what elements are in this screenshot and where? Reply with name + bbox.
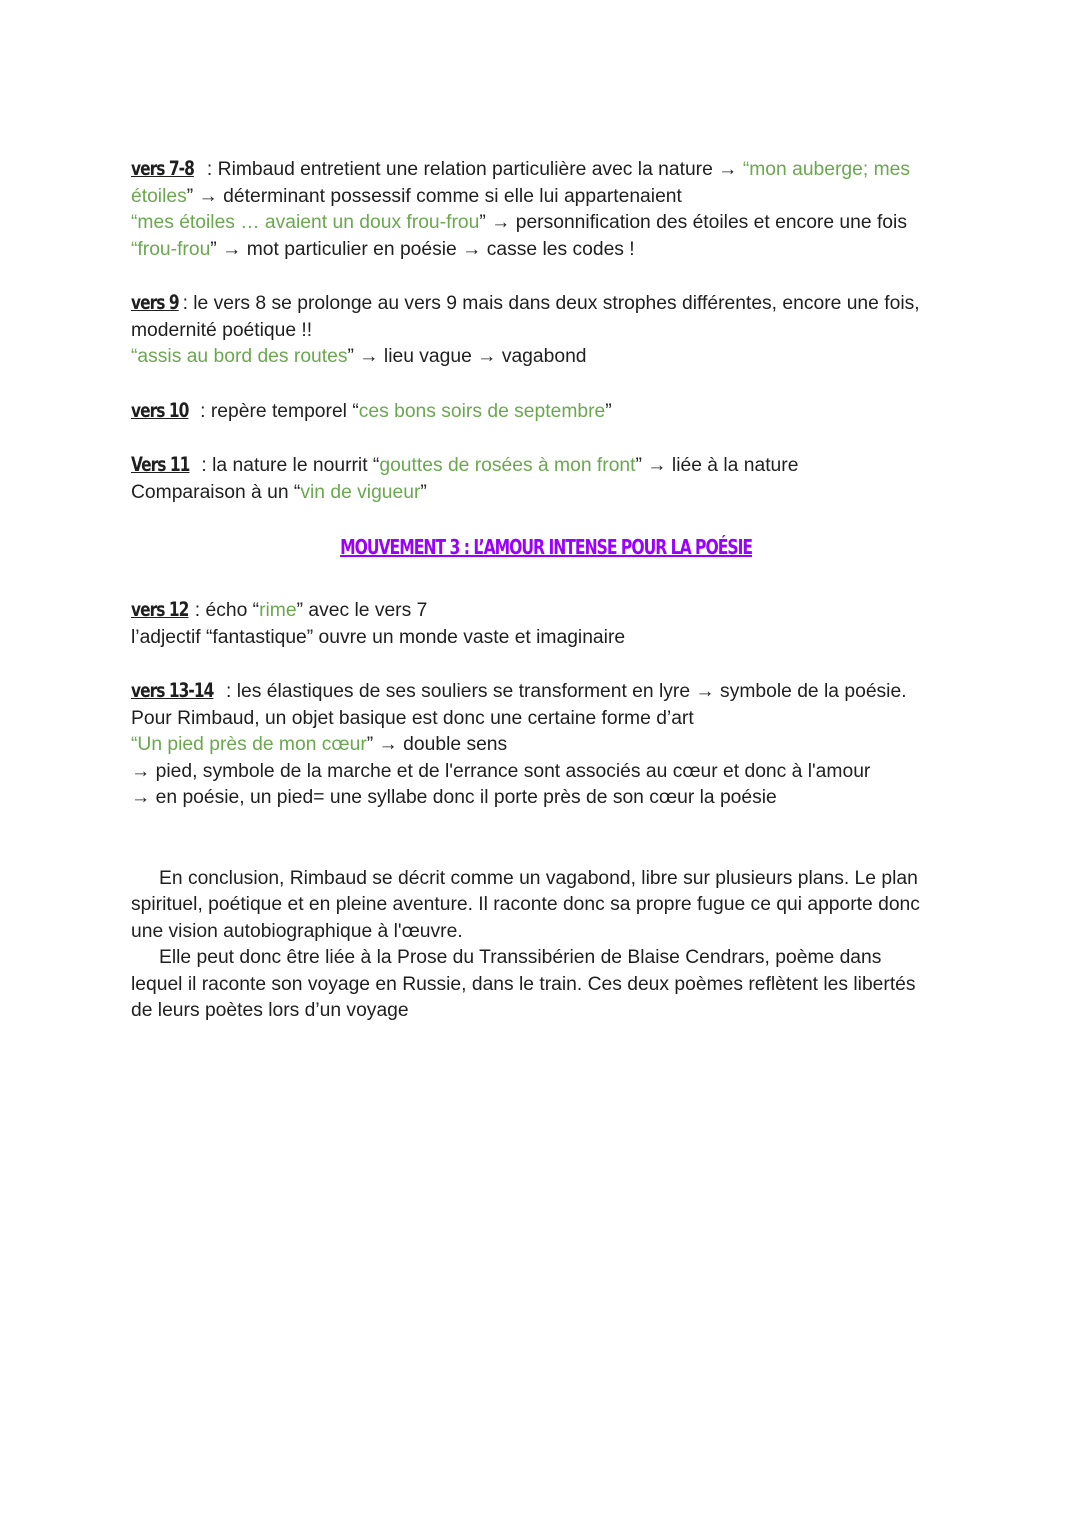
note-line (131, 706, 961, 733)
quote-text: étoiles (131, 185, 187, 207)
note-line (131, 678, 961, 706)
note-line (131, 156, 961, 184)
note-text: ” → personnification des étoiles et encore une fois (479, 212, 907, 233)
quote-text: rime (259, 600, 297, 621)
verse-note (131, 678, 961, 812)
note-text: modernité poétique !! (131, 319, 313, 341)
section-heading (131, 533, 961, 563)
note-text: : le vers 8 se prolonge au vers 9 mais dans deux strophes différentes, encore une fois, (182, 293, 920, 314)
conclusion-line: de leurs poètes lors d’un voyage (131, 1000, 409, 1021)
conclusion-line: En conclusion, Rimbaud se décrit comme un vagabond, libre sur plusieurs plans. Le plan (159, 867, 918, 889)
conclusion-line: spirituel, poétique et en pleine aventure. Il raconte donc sa propre fugue ce qui apporte donc (131, 894, 920, 915)
verse-note (131, 290, 961, 371)
conclusion-line: une vision autobiographique à l'œuvre. (131, 920, 463, 942)
note-line (131, 398, 961, 426)
note-line (131, 597, 961, 625)
note-text: ” → déterminant possessif comme si elle lui appartenaient (186, 185, 682, 207)
note-text: ” → liée à la nature (635, 455, 799, 476)
verse-note (131, 156, 961, 263)
verse-note (131, 398, 961, 426)
note-text: ” → lieu vague → vagabond (347, 346, 587, 367)
verse-label: Vers 11 (131, 453, 190, 476)
verse-label: vers 10 (131, 398, 189, 422)
quote-text: “Un pied près de mon cœur (131, 734, 367, 755)
note-line (131, 480, 961, 507)
note-text: ” → double sens (366, 734, 508, 755)
conclusion-line: lequel il raconte son voyage en Russie, dans le train. Ces deux poèmes reflètent les libertés (131, 973, 916, 995)
verse-note (131, 597, 961, 651)
note-text: Pour Rimbaud, un objet basique est donc une certaine forme d’art (131, 707, 694, 729)
section-movement-2 (131, 156, 961, 506)
note-text: : les élastiques de ses souliers se transforment en lyre → symbole de la poésie. (226, 681, 907, 702)
note-line (131, 759, 961, 786)
note-line (131, 184, 961, 211)
quote-text: “mes étoiles … avaient un doux frou-frou (131, 212, 480, 233)
note-text: : Rimbaud entretient une relation particulière avec la nature → (201, 159, 743, 180)
note-line (131, 318, 961, 345)
note-text: → pied, symbole de la marche et de l'errance sont associés au cœur et donc à l'amour (131, 760, 871, 782)
section-movement-3 (131, 597, 961, 812)
conclusion-paragraph (131, 945, 961, 1025)
note-line (131, 452, 961, 480)
verse-label: vers 7-8 (131, 157, 194, 180)
note-text: : écho “ (194, 600, 260, 621)
quote-text: ces bons soirs de septembre (358, 400, 606, 422)
note-line (131, 290, 961, 318)
note-text: : la nature le nourrit “ (196, 455, 380, 476)
note-text: ” (605, 400, 612, 422)
note-text: ” (420, 481, 427, 503)
quote-text: “mon auberge; mes (742, 159, 911, 180)
conclusion-line: Elle peut donc être liée à la Prose du Transsibérien de Blaise Cendrars, poème dans (159, 947, 882, 968)
note-text: → en poésie, un pied= une syllabe donc il porte près de son cœur la poésie (131, 787, 777, 808)
note-line (131, 785, 961, 812)
conclusion-paragraph (131, 866, 961, 946)
quote-text: “assis au bord des routes (131, 346, 348, 367)
quote-text: vin de vigueur (300, 481, 421, 503)
note-text: : repère temporel “ (194, 400, 359, 422)
conclusion (131, 866, 961, 1025)
quote-text: gouttes de rosées à mon front (379, 455, 636, 476)
note-text: ” → mot particulier en poésie → casse les codes ! (210, 238, 635, 260)
verse-label: vers 13-14 (131, 679, 214, 702)
verse-note (131, 452, 961, 506)
verse-label: vers 9 (131, 291, 179, 314)
note-line (131, 732, 961, 759)
document-page (131, 156, 961, 1025)
note-text: Comparaison à un “ (131, 481, 301, 503)
note-line (131, 625, 961, 652)
note-line (131, 237, 961, 264)
heading-text: MOUVEMENT 3 : L’AMOUR INTENSE POUR LA POÉSIE (340, 535, 752, 559)
verse-label: vers 12 (131, 598, 189, 621)
quote-text: “frou-frou (131, 238, 211, 260)
note-line (131, 210, 961, 237)
note-line (131, 344, 961, 371)
note-text: l’adjectif “fantastique” ouvre un monde vaste et imaginaire (131, 626, 626, 648)
note-text: ” avec le vers 7 (296, 600, 428, 621)
